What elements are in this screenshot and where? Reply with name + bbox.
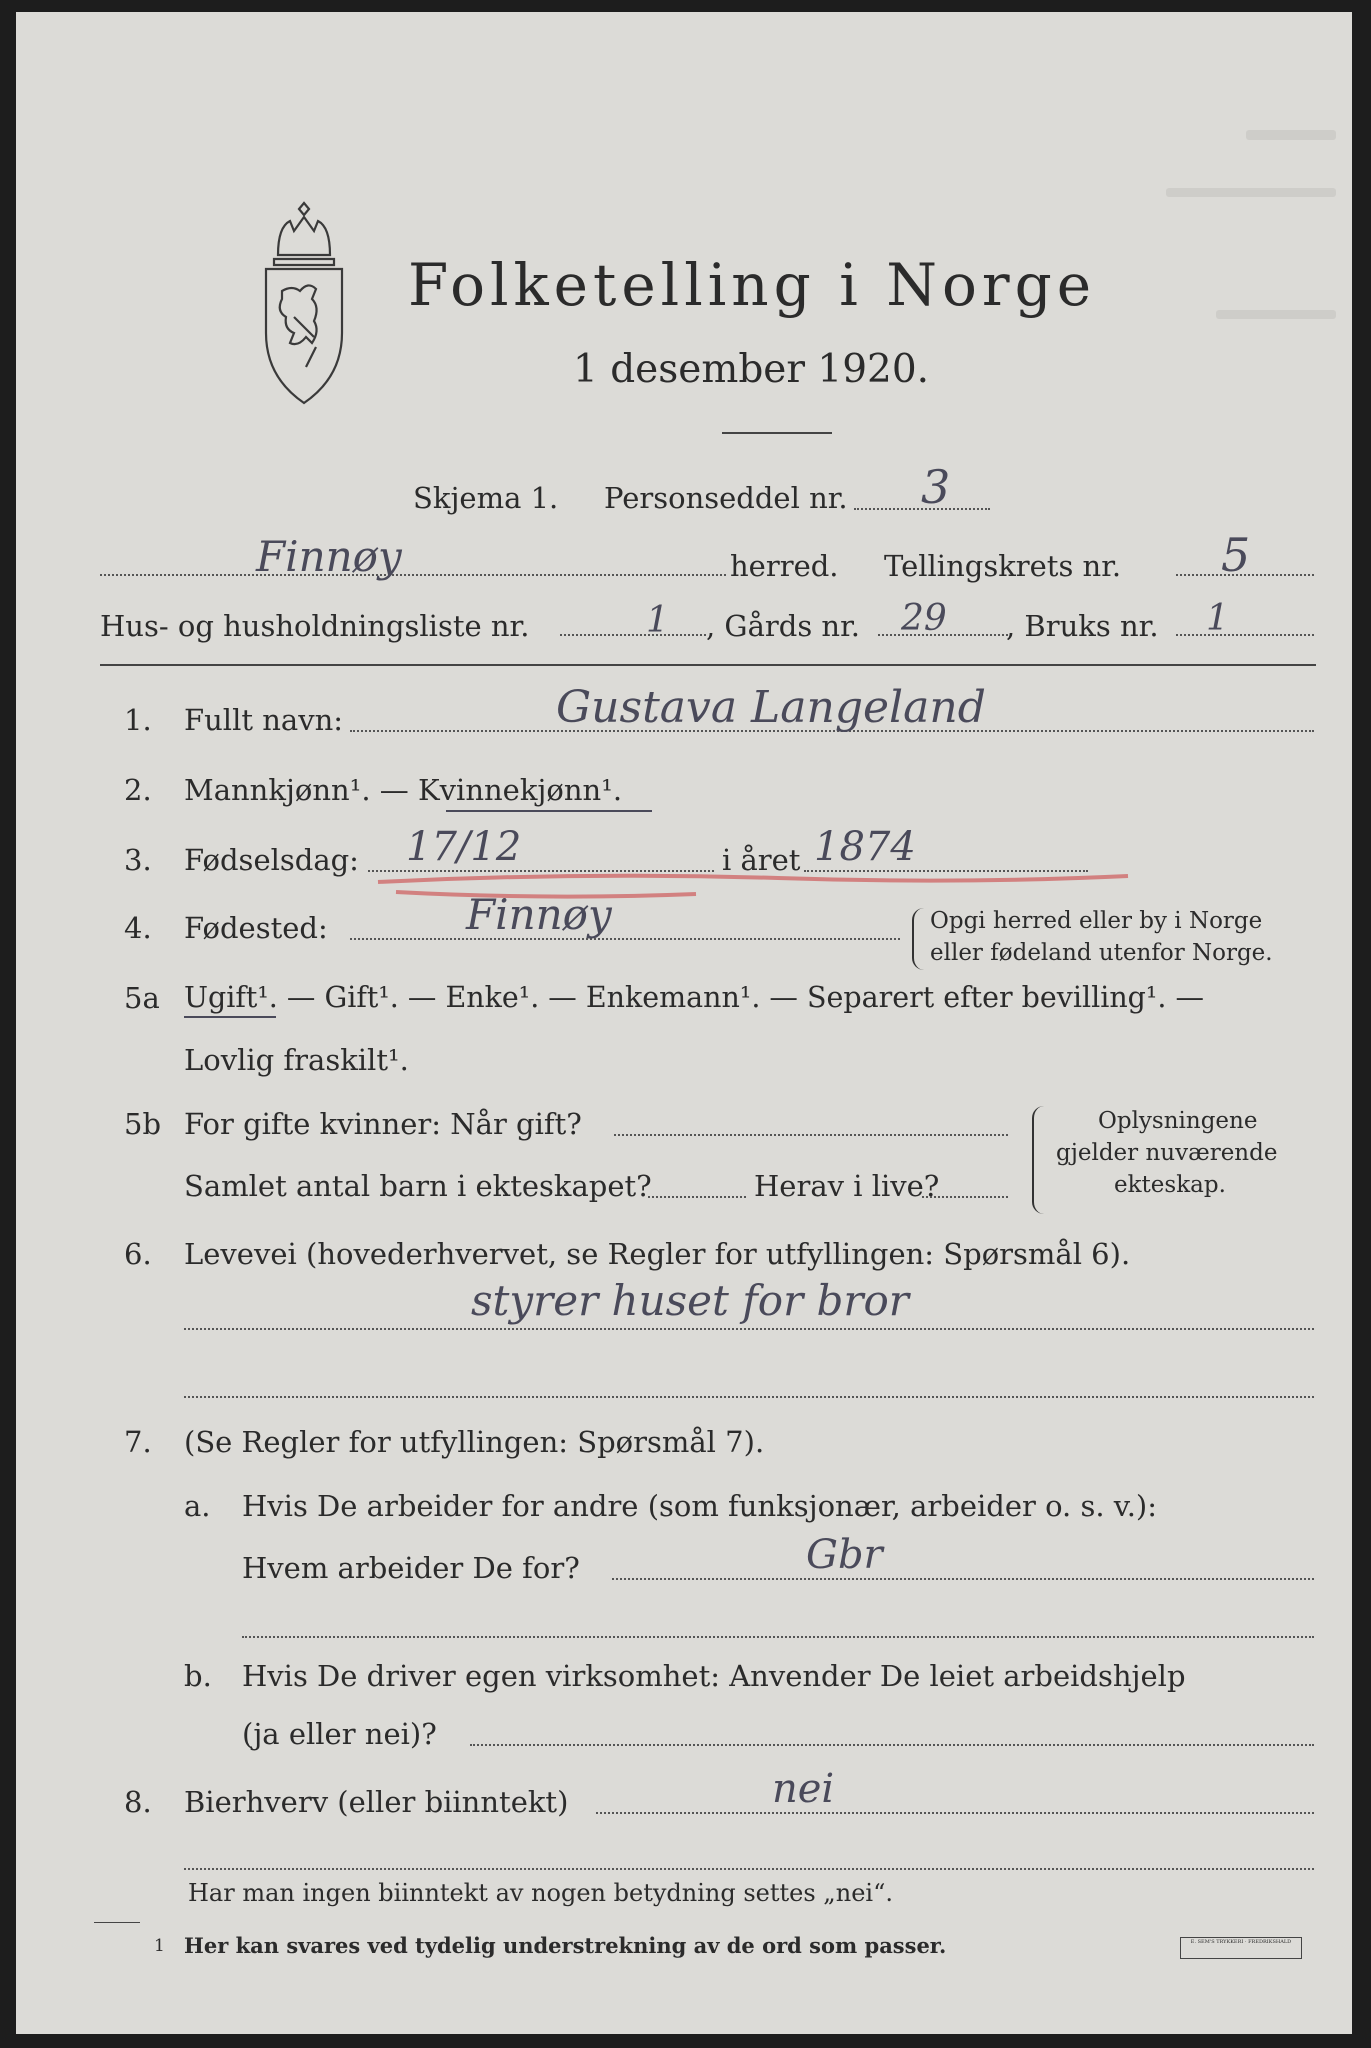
q8-number: 8. (124, 1785, 152, 1819)
bruks-label: , Bruks nr. (1006, 609, 1159, 643)
q4-line (350, 938, 900, 940)
hus-label: Hus- og husholdningsliste nr. (100, 609, 530, 643)
q1-number: 1. (124, 703, 152, 737)
q5a-number: 5a (124, 981, 160, 1015)
personseddel-label: Personseddel nr. (604, 481, 848, 515)
form-date: 1 desember 1920. (573, 347, 930, 392)
q6-number: 6. (124, 1237, 152, 1271)
form-title: Folketelling i Norge (408, 251, 1097, 319)
skjema-label: Skjema 1. (413, 481, 559, 515)
bruks-line (1176, 634, 1314, 636)
q7a-line (612, 1578, 1314, 1580)
q5b-alive-line (922, 1196, 1008, 1198)
q7-label: (Se Regler for utfyllingen: Spørsmål 7). (184, 1425, 765, 1459)
bleed-through (1166, 188, 1336, 197)
q5a-underline-ugift (184, 1016, 276, 1018)
q3-value-year: 1874 (814, 824, 916, 870)
q8-line (596, 1812, 1314, 1814)
q5b-when-married-line (614, 1134, 1008, 1136)
q8-label: Bierhverv (eller biinntekt) (184, 1785, 569, 1819)
q2-underline-kvinnekjonn (446, 810, 652, 812)
hus-value: 1 (646, 600, 669, 641)
bleed-through (1246, 130, 1336, 140)
q7b-line2: (ja eller nei)? (242, 1717, 437, 1751)
q6-label: Levevei (hovederhvervet, se Regler for utfyllingen: Spørsmål 6). (184, 1237, 1131, 1271)
q7b-line (470, 1744, 1314, 1746)
q7b-number: b. (184, 1659, 212, 1693)
q5b-label-when-married: For gifte kvinner: Når gift? (184, 1107, 582, 1141)
bruks-value: 1 (1206, 598, 1229, 639)
q5a-marital-options: Ugift¹. — Gift¹. — Enke¹. — Enkemann¹. — Separert efter bevilling¹. — (184, 981, 1204, 1014)
q4-note-line1: Opgi herred eller by i Norge (930, 908, 1263, 934)
herred-value: Finnøy (256, 532, 402, 581)
q5b-number: 5b (124, 1107, 162, 1141)
q6-line2 (184, 1396, 1314, 1398)
q8-value-side-income: nei (772, 1766, 835, 1812)
q1-value-fullname: Gustava Langeland (556, 682, 986, 733)
personseddel-value: 3 (921, 460, 951, 514)
tellingskrets-label: Tellingskrets nr. (884, 549, 1122, 583)
tellingskrets-value: 5 (1221, 528, 1251, 582)
q1-label: Fullt navn: (184, 703, 344, 737)
q5b-children-line (648, 1196, 746, 1198)
coat-of-arms-icon (254, 197, 354, 412)
q8-line2 (184, 1868, 1314, 1870)
q6-value-occupation: styrer huset for bror (471, 1276, 909, 1325)
q5b-brace (1032, 1106, 1046, 1214)
q7a-value-employer: Gbr (806, 1532, 883, 1578)
footnote-text: Her kan svares ved tydelig understrekning av de ord som passer. (184, 1933, 947, 1958)
q7a-line-extra (242, 1636, 1314, 1638)
q4-note-line2: eller fødeland utenfor Norge. (930, 940, 1273, 966)
q7b-line1: Hvis De driver egen virksomhet: Anvender De leiet arbeidshjelp (242, 1659, 1186, 1693)
bleed-through (1216, 310, 1336, 319)
q2-number: 2. (124, 773, 152, 807)
gards-label: , Gårds nr. (706, 609, 860, 643)
footnote-number: 1 (154, 1936, 165, 1956)
q2-label-gender: Mannkjønn¹. — Kvinnekjønn¹. (184, 773, 623, 807)
printer-stamp: E. SEM'S TRYKKERI · FREDRIKSHALD (1180, 1937, 1302, 1959)
q3-label: Fødselsdag: (184, 843, 359, 877)
q5b-note-line3: ekteskap. (1114, 1172, 1226, 1198)
q3-number: 3. (124, 843, 152, 877)
hus-line (560, 634, 706, 636)
q3-year-label: i året (722, 843, 801, 877)
gards-value: 29 (901, 598, 947, 639)
q5a-line2: Lovlig fraskilt¹. (184, 1043, 409, 1077)
q3-value-birthday: 17/12 (406, 824, 522, 870)
q4-number: 4. (124, 911, 152, 945)
q5b-note-line2: gjelder nuværende (1056, 1140, 1278, 1166)
q5b-label-children: Samlet antal barn i ekteskapet? (184, 1169, 652, 1203)
title-divider (722, 432, 832, 434)
q5b-label-alive: Herav i live? (754, 1169, 940, 1203)
q4-label: Fødested: (184, 911, 328, 945)
q7-number: 7. (124, 1425, 152, 1459)
footnote-rule (94, 1922, 140, 1923)
census-form-page (16, 12, 1352, 2034)
q7a-line1: Hvis De arbeider for andre (som funksjonær, arbeider o. s. v.): (242, 1489, 1158, 1523)
q7a-line2: Hvem arbeider De for? (242, 1551, 580, 1585)
q6-line1 (184, 1328, 1314, 1330)
q7a-number: a. (184, 1489, 211, 1523)
herred-label: herred. (730, 549, 839, 583)
herred-line (100, 574, 726, 576)
q5b-note-line1: Oplysningene (1098, 1108, 1258, 1134)
footer-note: Har man ingen biinntekt av nogen betydning settes „nei“. (188, 1879, 893, 1907)
header-separator (100, 664, 1316, 666)
q4-brace (912, 908, 924, 970)
q4-value-birthplace: Finnøy (466, 890, 612, 939)
